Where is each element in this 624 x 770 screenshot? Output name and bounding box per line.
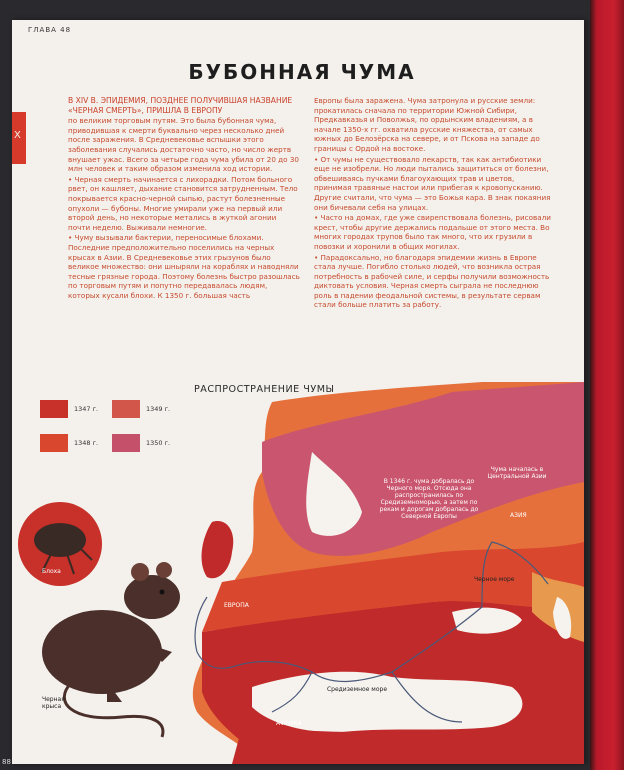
rat-body xyxy=(42,610,162,694)
page-title: БУБОННАЯ ЧУМА xyxy=(188,60,416,84)
lead-paragraph: В XIV В. ЭПИДЕМИЯ, ПОЗДНЕЕ ПОЛУЧИВШАЯ НАЗВАНИЕ «ЧЕРНАЯ СМЕРТЬ», ПРИШЛА В ЕВРОПУ xyxy=(68,96,293,115)
flea-illustration xyxy=(34,523,86,557)
label-flea: Блоха xyxy=(42,568,61,575)
note-central-asia: Чума началась в Центральной Азии xyxy=(487,466,547,480)
label-black-rat: Черная крыса xyxy=(42,696,65,710)
legend-swatch xyxy=(40,434,68,452)
legend-label: 1350 г. xyxy=(146,439,171,447)
next-page-edge xyxy=(590,0,624,770)
text-column-right xyxy=(314,96,554,311)
legend-item-1349 xyxy=(112,400,170,418)
legend-swatch xyxy=(112,434,140,452)
legend-item-1350 xyxy=(112,434,170,452)
label-mediterranean: Средиземное море xyxy=(326,686,388,693)
rat-ear xyxy=(131,563,149,581)
paragraph: по великим торговым путям. Это была бубонная чума, приводившая к смерти буквально через несколько дней после заражения. В Средневековье вспышки этого заболевания случались достаточно часто, но число жертв внушает ужас. Всего за четыре года чума убила от 20 до 30 млн человек и таким образом изменила ход истории. xyxy=(68,116,299,174)
legend-label: 1347 г. xyxy=(74,405,99,413)
paragraph: • От чумы не существовало лекарств, так как антибиотики еще не изобрели. Но люди пытались защититься от болезни, обвешиваясь пучками благоухающих трав и цветов, принимая травяные настои или прибегая к кровопусканию. Другие считали, что чума — это Божья кара. В знак покаяния они бичевали себя на улицах. xyxy=(314,154,551,212)
legend-item-1347 xyxy=(40,400,98,418)
rat-ear xyxy=(156,562,172,578)
legend-swatch xyxy=(40,400,68,418)
label-africa: АФРИКА xyxy=(276,720,302,727)
book-page xyxy=(12,20,584,764)
paragraph: • Часто на домах, где уже свирепствовала болезнь, рисовали крест, чтобы другие держались подальше от этого места. Во многих городах трупов было так много, что их грузили в повозки и хоронили в общих могилах. xyxy=(314,213,551,251)
legend-swatch xyxy=(112,400,140,418)
chapter-header: ГЛАВА 48 xyxy=(28,26,72,34)
map-british-isles xyxy=(202,521,234,578)
label-asia: АЗИЯ xyxy=(510,512,527,519)
text-column-left xyxy=(68,96,300,301)
legend-item-1348 xyxy=(40,434,98,452)
paragraph: • Парадоксально, но благодаря эпидемии жизнь в Европе стала лучше. Погибло столько людей, что возникла острая потребность в рабочей силе, и серфы получили возможность диктовать условия. Черная смерть сыграла не последнюю роль в падении феодальной системы, в результате сервам стали больше платить за работу. xyxy=(314,252,550,310)
side-tab-glyph: X xyxy=(14,130,21,141)
rat-eye xyxy=(160,590,165,595)
rat-head xyxy=(124,575,180,619)
label-europe: ЕВРОПА xyxy=(224,602,249,609)
note-black-sea-1346: В 1346 г. чума добралась до Черного моря. Отсюда она распространилась по Средиземноморью, а затем по рекам и дорогам добралась до Северной Европы xyxy=(379,478,479,520)
legend-label: 1349 г. xyxy=(146,405,171,413)
chapter-side-tab xyxy=(12,112,26,164)
paragraph: • Черная смерть начинается с лихорадки. Потом больного рвет, он кашляет, дыхание становится затрудненным. Тело покрывается красно-черной сыпью, растут болезненные опухоли — бубоны. Многие умирали уже на первый или второй день, но некоторые метались в жуткой агонии почти неделю. Выживали немногие. xyxy=(68,174,298,232)
label-black-sea: Черное море xyxy=(474,576,515,583)
legend-label: 1348 г. xyxy=(74,439,99,447)
paragraph: • Чуму вызывали бактерии, переносимые блохами. Последние предположительно поселились на черных крысах в Азии. В Средневековье этих грызунов было великое множество: они шныряли на кораблях и наводняли тесные грязные города. Поэтому болезнь быстро разошлась по торговым путям и попутно передавалась людям, которых кусали блохи. К 1350 г. большая часть xyxy=(68,233,300,300)
black-rat-illustration xyxy=(42,562,180,737)
page-number: 88 xyxy=(2,758,11,766)
paragraph: Европы была заражена. Чума затронула и русские земли: прокатилась сначала по территории Южной Сибири, Предкавказья и Поволжья, по ордынским владениям, а в начале 1350-х гг. охватила русские княжества, от самых южных до Белозёрска на севере, и от Пскова на западе до границы с Ордой на востоке. xyxy=(314,96,540,153)
map-title: РАСПРОСТРАНЕНИЕ ЧУМЫ xyxy=(194,384,335,395)
